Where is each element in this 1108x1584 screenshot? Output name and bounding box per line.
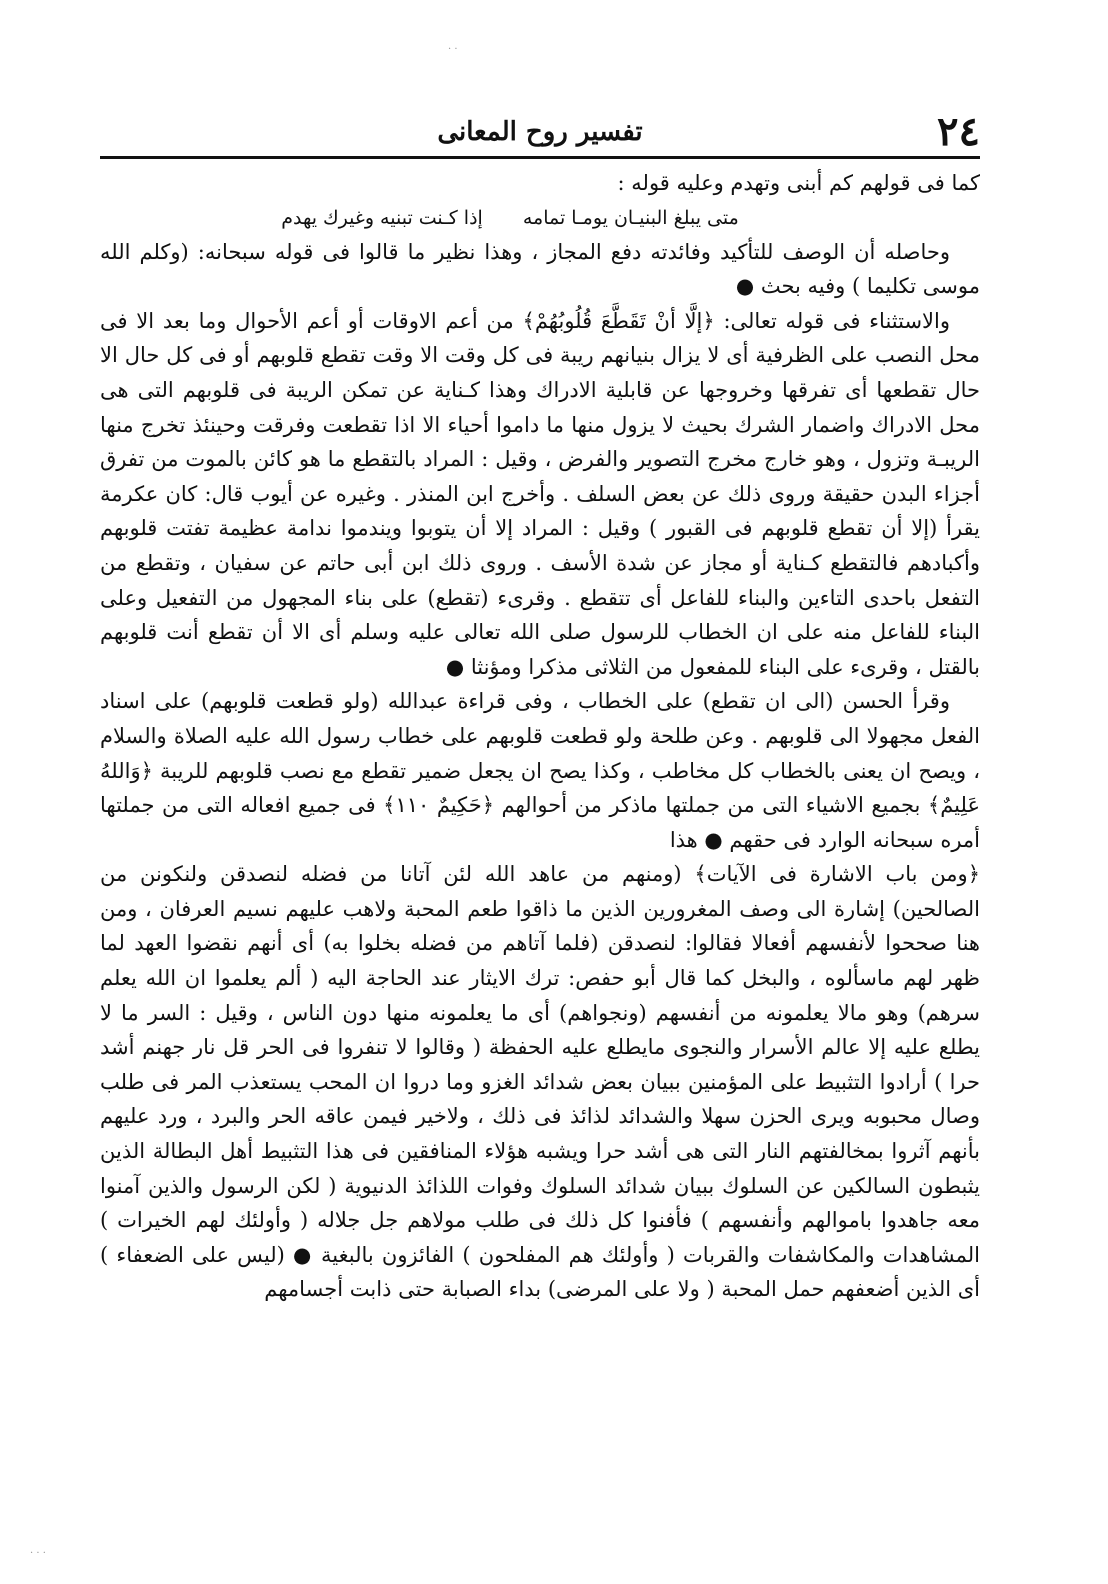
- paragraph-description: وحاصله أن الوصف للتأكيد وفائدته دفع المجاز ، وهذا نظير ما قالوا فى قوله سبحانه: (وكلم الله موسى تكليما ) وفيه بحث ●: [100, 239, 980, 299]
- header-rule: [100, 156, 980, 159]
- scan-speck: · ·: [448, 44, 458, 55]
- intro-line: كما فى قولهم كم أبنى وتهدم وعليه قوله :: [617, 171, 980, 195]
- page-header: [100, 108, 980, 156]
- poetry-verse: [100, 201, 980, 235]
- running-title: تفسير روح المعانى: [437, 117, 643, 147]
- page-body: [100, 166, 980, 1307]
- scan-speck: · · ·: [30, 1548, 46, 1559]
- verse-hemistich-first: متى يبلغ البنيـان يومـا تمامه: [522, 206, 739, 229]
- verse-hemistich-second: إذا كـنت تبنيه وغيرك يهدم: [281, 206, 483, 229]
- paragraph-exception: والاستثناء فى قوله تعالى: ﴿إلَّا أنْ تَقَطَّعَ قُلُوبُهُمْ﴾ من أعم الاوقات أو أعم الأحوال وما بعد الا فى محل النصب على الظرفية أى لا يزال بنيانهم ريبة فى كل وقت الا وقت تقطع قلوبهم أو فى كل حال الا حال تقطعها أى تفرقها وخروجها عن قابلية الادراك وهذا كـناية عن تمكن الريبة فى قلوبهم التى هى محل الادراك واضمار الشرك بحيث لا يزول منها ما داموا أحياء الا اذا تقطعت وفرقت وحينئذ تخرج منها الريبـة وتزول ، وهو خارج مخرج التصوير والفرض ، وقيل : المراد بالتقطع ما هو كائن بالموت من تفرق أجزاء البدن حقيقة وروى ذلك عن بعض السلف . وأخرج ابن المنذر . وغيره عن أيوب قال: كان عكرمة يقرأ (إلا أن تقطع قلوبهم فى القبور ) وقيل : المراد إلا أن يتوبوا ويندموا ندامة عظيمة تفتت قلوبهم وأكبادهم فالتقطع كـناية أو مجاز عن شدة الأسف . وروى ذلك ابن أبى حاتم عن سفيان ، وتقطع من التفعل باحدى التاءين والبناء للفاعل أى تتقطع . وقرىء (تقطع) على بناء المجهول من التفعيل وعلى البناء للفاعل منه على ان الخطاب للرسول صلى الله تعالى عليه وسلم أى الا أن تقطع أنت قلوبهم بالقتل ، وقرىء على البناء للمفعول من الثلاثى مذكرا ومؤنثا ●: [100, 308, 980, 679]
- paragraph-allusion: ﴿ومن باب الاشارة فى الآيات﴾ (ومنهم من عاهد الله لئن آتانا من فضله لنصدقن ولنكونن من الصالحين) إشارة الى وصف المغرورين الذين ما ذاقوا طعم المحبة ولاهب عليهم نسيم العرفان ، ومن هنا صححوا لأنفسهم أفعالا فقالوا: لنصدقن (فلما آتاهم من فضله بخلوا به) أى أنهم نقضوا العهد لما ظهر لهم ماسألوه ، والبخل كما قال أبو حفص: ترك الايثار عند الحاجة اليه ( ألم يعلموا ان الله يعلم سرهم) وهو مالا يعلمونه من أنفسهم (ونجواهم) أى ما يعلمونه منها دون الناس ، وقيل : السر ما لا يطلع عليه إلا عالم الأسرار والنجوى مايطلع عليه الحفظة ( وقالوا لا تنفروا فى الحر قل نار جهنم أشد حرا ) أرادوا التثبيط على المؤمنين ببيان بعض شدائد الغزو وما دروا ان المحب يستعذب المر فى طلب وصال محبوبه ويرى الحزن سهلا والشدائد لذائذ فى ذلك ، ولاخير فيمن عاقه الحر والبرد ، ورد عليهم بأنهم آثروا بمخالفتهم النار التى هى أشد حرا ويشبه هؤلاء المنافقين فى هذا التثبيط أهل البطالة الذين يثبطون السالكين عن السلوك ببيان شدائد السلوك وفوات اللذائذ الدنيوية ( لكن الرسول والذين آمنوا معه جاهدوا باموالهم وأنفسهم ) فأفنوا كل ذلك فى طلب مولاهم جل جلاله ( وأولئك لهم الخيرات ) المشاهدات والمكاشفات والقربات ( وأولئك هم المفلحون ) الفائزون بالبغية ● (ليس على الضعفاء ) أى الذين أضعفهم حمل المحبة ( ولا على المرضى) بداء الصبابة حتى ذابت أجسامهم: [100, 862, 981, 1302]
- paragraph-readings: وقرأ الحسن (الى ان تقطع) على الخطاب ، وفى قراءة عبدالله (ولو قطعت قلوبهم) على اسناد الفعل مجهولا الى قلوبهم . وعن طلحة ولو قطعت قلوبهم على خطاب رسول الله عليه الصلاة والسلام ، ويصح ان يعنى بالخطاب كل مخاطب ، وكذا يصح ان يجعل ضمير تقطع مع نصب قلوبهم للريبة ﴿وَاللهُ عَلِيمٌ﴾ بجميع الاشياء التى من جملتها ماذكر من أحوالهم ﴿حَكِيمٌ ١١٠﴾ فى جميع افعاله التى من جملتها أمره سبحانه الوارد فى حقهم ● هذا: [100, 689, 981, 852]
- page-number: ٢٤: [937, 108, 980, 155]
